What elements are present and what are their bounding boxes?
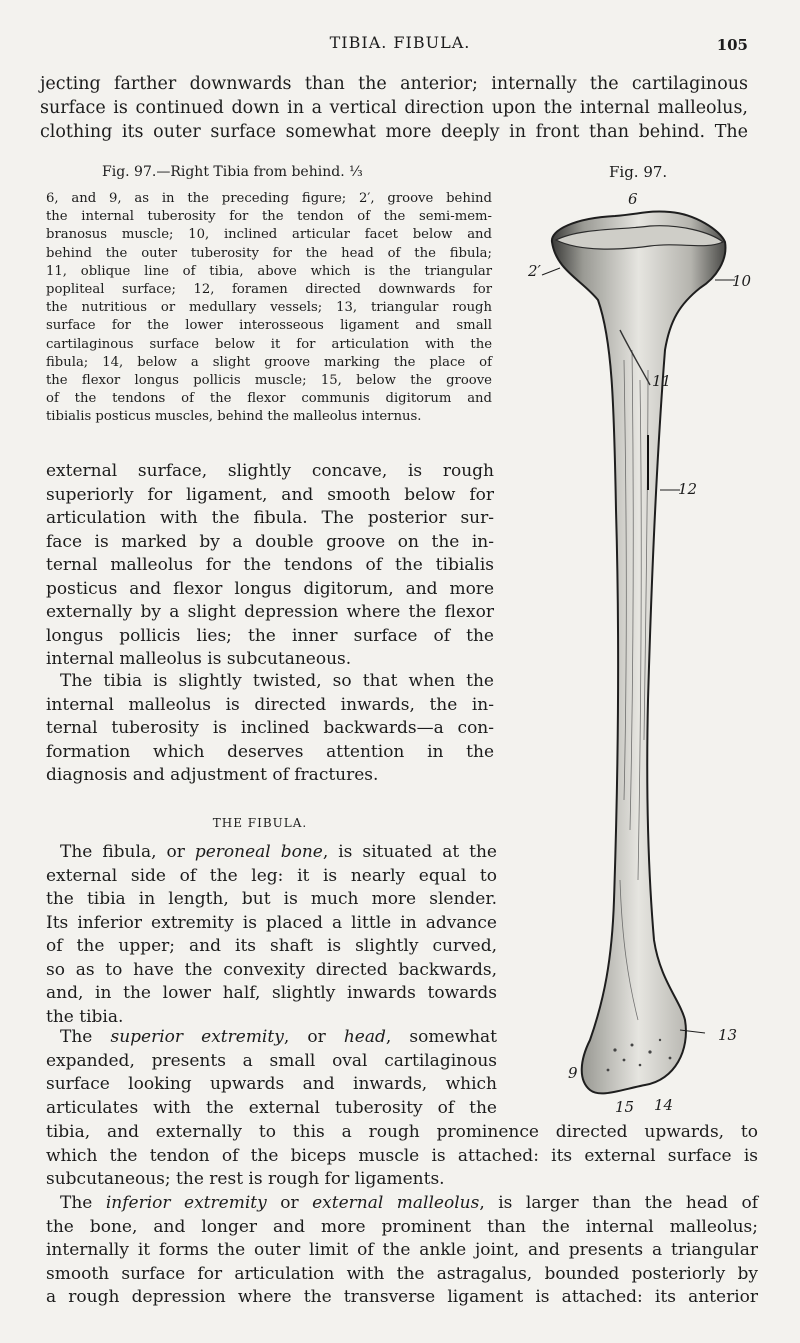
text-line: internal malleolus is subcutaneous. xyxy=(46,649,352,669)
text-line: longus pollicis lies; the inner surface of the xyxy=(46,625,494,646)
text-line: articulates with the external tuberosity of the xyxy=(46,1097,497,1118)
text-line: subcutaneous; the rest is rough for ligaments. xyxy=(46,1169,445,1189)
callout-15: 15 xyxy=(615,1098,635,1116)
text-line: The superior extremity, or head, somewhat xyxy=(60,1027,497,1047)
text-line: tibia, and externally to this a rough prominence directed upwards, to xyxy=(46,1122,758,1142)
caption-line: the nutritious or medullary vessels; 13, triangular rough xyxy=(46,300,492,316)
paragraph-top xyxy=(40,72,748,144)
caption-line: the internal tuberosity for the tendon of the semi-mem- xyxy=(46,209,492,225)
text-line: surface looking upwards and inwards, which xyxy=(46,1074,497,1094)
text-line: a rough depression where the transverse ligament is attached: its anterior xyxy=(46,1287,758,1307)
caption-line: the flexor longus pollicis muscle; 15, below the groove xyxy=(46,373,492,389)
caption-line: popliteal surface; 12, foramen directed downwards for xyxy=(46,282,492,298)
callout-11: 11 xyxy=(652,372,672,390)
text-line: external side of the leg: it is nearly equal to xyxy=(46,865,497,886)
text-line: Its inferior extremity is placed a little in advance xyxy=(46,912,497,933)
callout-9: 9 xyxy=(568,1064,578,1082)
text-line: and, in the lower half, slightly inwards towards xyxy=(46,983,497,1003)
text-line: externally by a slight depression where the flexor xyxy=(46,602,494,622)
caption-line: cartilaginous surface below it for articulation with the xyxy=(46,336,492,352)
callout-10: 10 xyxy=(732,272,752,290)
paragraph-superior-extremity xyxy=(46,1026,497,1120)
caption-line: 6, and 9, as in the preceding figure; 2′, groove behind xyxy=(46,191,492,206)
paragraph-external-surface xyxy=(46,460,494,672)
tibia-bone-drawing xyxy=(520,180,790,1120)
caption-line: 11, oblique line of tibia, above which is the triangular xyxy=(46,263,492,279)
text-line: face is marked by a double groove on the in- xyxy=(46,531,494,552)
text-line: the tibia. xyxy=(46,1006,124,1027)
text-line: internal malleolus is directed inwards, the in- xyxy=(46,694,494,715)
callout-2-prime: 2′ xyxy=(528,262,541,280)
text-line: ternal malleolus for the tendons of the tibialis xyxy=(46,555,494,575)
text-line: of the upper; and its shaft is slightly curved, xyxy=(46,936,497,956)
text-line: superiorly for ligament, and smooth below for xyxy=(46,484,494,505)
text-line: internally it forms the outer limit of the ankle joint, and presents a triangular xyxy=(46,1240,758,1260)
caption-line: fibula; 14, below a slight groove marking the place of xyxy=(46,354,492,370)
section-heading: THE FIBULA. xyxy=(212,816,308,830)
text-line: The inferior extremity or external malleolus, is larger than the head of xyxy=(60,1193,758,1213)
text-line: smooth surface for articulation with the astragalus, bounded posteriorly by xyxy=(46,1263,758,1284)
callout-6: 6 xyxy=(628,190,638,208)
paragraph-superior-continued xyxy=(46,1121,758,1192)
callout-14: 14 xyxy=(654,1096,674,1114)
text-line: the tibia in length, but is much more slender. xyxy=(46,889,497,909)
tibia-illustration xyxy=(520,180,790,1120)
paragraph-inferior-extremity xyxy=(46,1192,758,1310)
text-line: posticus and flexor longus digitorum, and more xyxy=(46,578,494,599)
text-line: The fibula, or peroneal bone, is situated at the xyxy=(60,842,497,862)
text-line: clothing its outer surface somewhat more deeply in front than behind. The xyxy=(40,122,748,142)
callout-12: 12 xyxy=(678,480,698,498)
text-line: expanded, presents a small oval cartilaginous xyxy=(46,1050,497,1071)
running-title: TIBIA. FIBULA. xyxy=(329,33,471,52)
text-line: formation which deserves attention in the xyxy=(46,741,494,762)
text-line: surface is continued down in a vertical direction upon the internal malleolus, xyxy=(40,98,748,118)
caption-line: surface for the lower interosseous ligament and small xyxy=(46,318,492,334)
caption-line: branosus muscle; 10, inclined articular facet below and xyxy=(46,227,492,243)
figure-caption-title: Fig. 97.—Right Tibia from behind. ⅓ xyxy=(102,164,363,180)
text-line: so as to have the convexity directed backwards, xyxy=(46,959,497,980)
paragraph-fibula xyxy=(46,841,497,1029)
paragraph-tibia-twisted xyxy=(46,670,494,788)
text-line: The tibia is slightly twisted, so that when the xyxy=(60,671,494,691)
text-line: ternal tuberosity is inclined backwards—a con- xyxy=(46,718,494,738)
caption-line: behind the outer tuberosity for the head of the fibula; xyxy=(46,245,492,261)
text-line: which the tendon of the biceps muscle is attached: its external surface is xyxy=(46,1145,758,1166)
callout-13: 13 xyxy=(718,1026,738,1044)
figure-caption-body xyxy=(46,190,492,427)
text-line: diagnosis and adjustment of fractures. xyxy=(46,765,379,785)
text-line: external surface, slightly concave, is rough xyxy=(46,461,494,481)
caption-line: of the tendons of the flexor communis digitorum and xyxy=(46,391,492,407)
caption-line: tibialis posticus muscles, behind the malleolus internus. xyxy=(46,409,422,425)
page-number: 105 xyxy=(716,36,748,54)
figure-label: Fig. 97. xyxy=(609,163,668,181)
text-line: the bone, and longer and more prominent than the internal malleolus; xyxy=(46,1216,758,1237)
text-line: jecting farther downwards than the anterior; internally the cartilaginous xyxy=(40,74,748,94)
text-line: articulation with the fibula. The posterior sur- xyxy=(46,508,494,528)
